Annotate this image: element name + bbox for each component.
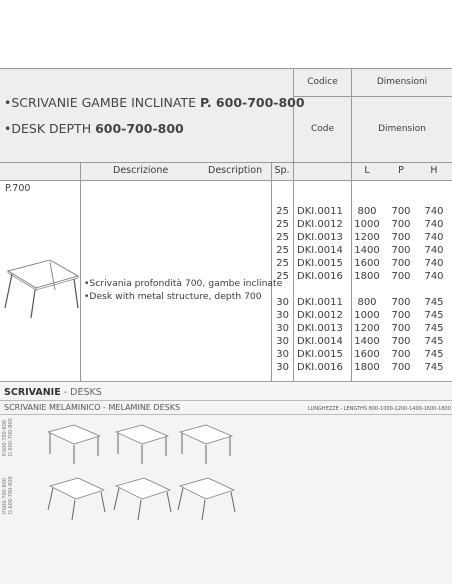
- cell-p: 700: [391, 232, 411, 243]
- side-label-row1-it: P.600-700-800: [2, 419, 8, 456]
- description-italian: •Scrivania profondità 700, gambe inclinate: [84, 278, 283, 289]
- cell-h: 740: [424, 219, 444, 230]
- description-english: •Desk with metal structure, depth 700: [84, 291, 262, 302]
- bottom-title-sep: - DESKS: [60, 387, 102, 398]
- cell-h: 745: [424, 323, 444, 334]
- cell-code: DKI.0011: [297, 206, 343, 217]
- cell-l: 1400: [354, 336, 380, 347]
- col-sp: Sp.: [274, 165, 290, 176]
- cell-code: DKI.0014: [297, 245, 343, 256]
- cell-h: 745: [424, 362, 444, 373]
- cell-h: 740: [424, 258, 444, 269]
- cell-l: 800: [357, 206, 377, 217]
- header-codice: Codice: [307, 77, 338, 87]
- lengths-label: LUNGHEZZE - LENGTHS 800-1000-1200-1400-1600-1800: [308, 406, 451, 412]
- title-english: [4, 121, 184, 136]
- col-p: P: [398, 165, 404, 176]
- cell-code: DKI.0016: [297, 271, 343, 282]
- cell-p: 700: [391, 362, 411, 373]
- cell-h: 740: [424, 245, 444, 256]
- title-english-prefix: •DESK DEPTH: [4, 121, 96, 136]
- desk-thumbnail-inclined-2: [110, 474, 174, 522]
- cell-sp: 30: [276, 310, 289, 321]
- desk-thumbnail-straight-2: [112, 420, 172, 465]
- cell-h: 745: [424, 349, 444, 360]
- cell-sp: 30: [276, 297, 289, 308]
- cell-sp: 25: [276, 219, 289, 230]
- cell-l: 1000: [354, 310, 380, 321]
- cell-code: DKI.0011: [297, 297, 343, 308]
- bottom-title: [4, 387, 102, 398]
- cell-code: DKI.0016: [297, 362, 343, 373]
- cell-l: 1800: [354, 271, 380, 282]
- header-dimensioni: Dimensioni: [376, 77, 428, 87]
- side-label-row2-en: D.600-700-800: [8, 476, 14, 514]
- col-l: L: [364, 165, 370, 176]
- bottom-rule-1: [0, 400, 452, 401]
- cell-h: 740: [424, 271, 444, 282]
- cell-l: 1600: [354, 258, 380, 269]
- title-english-depths: 600-700-800: [95, 121, 184, 136]
- rule-top: [0, 68, 452, 69]
- cell-sp: 25: [276, 245, 289, 256]
- cell-sp: 30: [276, 336, 289, 347]
- side-label-row1: [2, 418, 14, 456]
- cell-l: 1000: [354, 219, 380, 230]
- cell-code: DKI.0013: [297, 232, 343, 243]
- cell-sp: 30: [276, 362, 289, 373]
- cell-code: DKI.0012: [297, 310, 343, 321]
- desk-thumbnail-straight-1: [44, 420, 104, 465]
- cell-sp: 25: [276, 206, 289, 217]
- bottom-rule-2: [0, 414, 452, 415]
- section-label: P.700: [5, 183, 31, 194]
- bottom-title-main: SCRIVANIE: [4, 387, 61, 398]
- col-h: H: [430, 165, 438, 176]
- side-label-row1-en: D.600-700-800: [8, 418, 14, 456]
- col-description: Description: [208, 165, 263, 176]
- cell-code: DKI.0014: [297, 336, 343, 347]
- cell-h: 740: [424, 206, 444, 217]
- title-italian-prefix: •SCRIVANIE GAMBE INCLINATE: [4, 95, 200, 110]
- cell-code: DKI.0013: [297, 323, 343, 334]
- cell-l: 1200: [354, 323, 380, 334]
- cell-h: 745: [424, 310, 444, 321]
- rule-table-bottom: [0, 381, 452, 382]
- cell-l: 1600: [354, 349, 380, 360]
- cell-h: 740: [424, 232, 444, 243]
- cell-l: 1800: [354, 362, 380, 373]
- rule-header-mid: [293, 96, 452, 97]
- side-label-row2: [2, 476, 14, 514]
- vrule-1: [80, 162, 81, 381]
- cell-sp: 25: [276, 232, 289, 243]
- cell-sp: 30: [276, 349, 289, 360]
- cell-p: 700: [391, 258, 411, 269]
- cell-p: 700: [391, 219, 411, 230]
- cell-p: 700: [391, 271, 411, 282]
- vrule-3: [293, 68, 294, 381]
- header-dimension: Dimension: [378, 124, 426, 134]
- cell-h: 745: [424, 336, 444, 347]
- cell-l: 1200: [354, 232, 380, 243]
- cell-p: 700: [391, 310, 411, 321]
- desk-illustration: [0, 250, 80, 320]
- rule-columns-bottom: [0, 180, 452, 181]
- cell-h: 745: [424, 297, 444, 308]
- cell-sp: 30: [276, 323, 289, 334]
- cell-l: 800: [357, 297, 377, 308]
- cell-p: 700: [391, 297, 411, 308]
- cell-p: 700: [391, 245, 411, 256]
- rule-header-bottom: [0, 162, 452, 163]
- side-label-row2-it: P.600-700-800: [2, 477, 8, 514]
- desk-thumbnail-straight-3: [176, 420, 236, 465]
- desk-thumbnail-inclined-1: [44, 474, 108, 522]
- title-italian: [4, 95, 305, 110]
- cell-code: DKI.0012: [297, 219, 343, 230]
- cell-p: 700: [391, 323, 411, 334]
- cell-p: 700: [391, 349, 411, 360]
- cell-p: 700: [391, 206, 411, 217]
- cell-sp: 25: [276, 271, 289, 282]
- cell-l: 1400: [354, 245, 380, 256]
- desk-thumbnail-inclined-3: [174, 474, 238, 522]
- title-italian-depths: P. 600-700-800: [199, 95, 305, 110]
- bottom-subtitle: SCRIVANIE MELAMINICO - MELAMINE DESKS: [4, 403, 181, 412]
- cell-sp: 25: [276, 258, 289, 269]
- cell-code: DKI.0015: [297, 258, 343, 269]
- col-descrizione: Descrizione: [113, 165, 169, 176]
- header-code: Code: [310, 124, 335, 134]
- cell-p: 700: [391, 336, 411, 347]
- cell-code: DKI.0015: [297, 349, 343, 360]
